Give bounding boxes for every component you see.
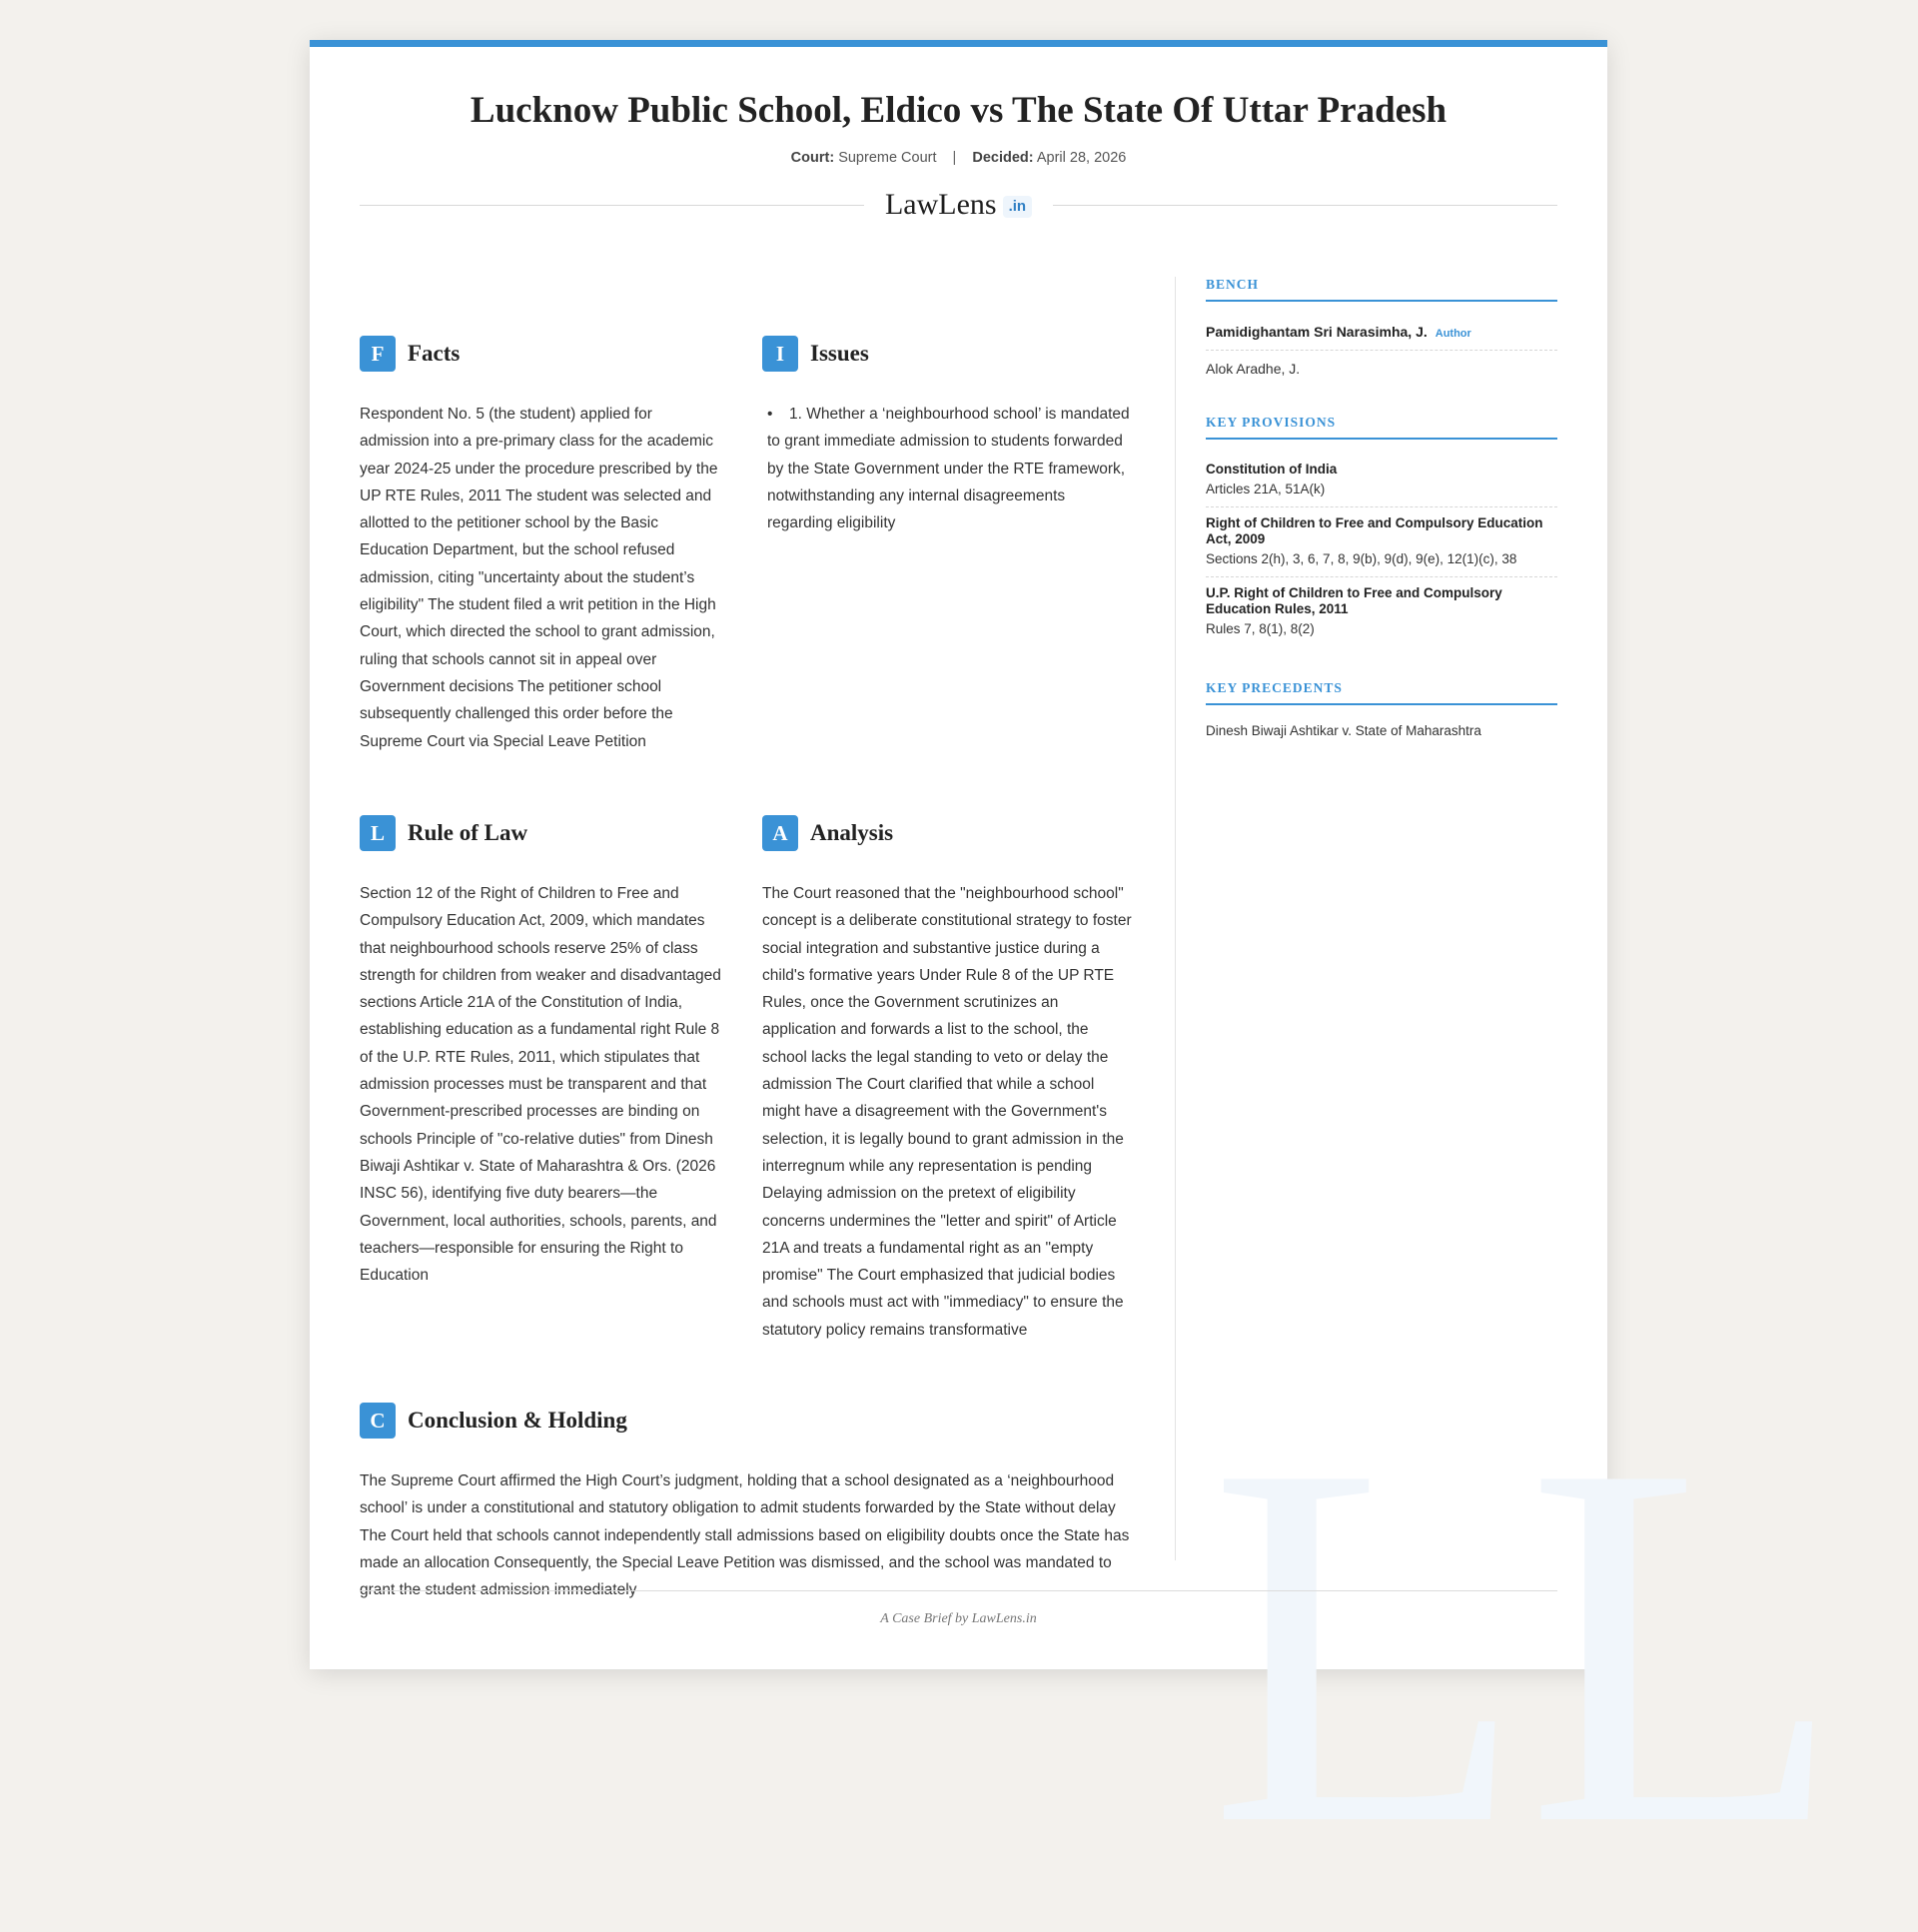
analysis-title: Analysis [810,820,894,845]
court-label: Court: [790,150,835,166]
watermark-logo: LL [1209,1358,1844,1932]
issues-header [762,336,1134,372]
case-brief-page [310,40,1844,1932]
facts-badge: F [360,336,396,372]
conclusion-title: Conclusion & Holding [408,1408,627,1433]
bench-title: BENCH [1206,277,1557,302]
bench-judge [1206,314,1557,351]
decided-label: Decided: [972,150,1034,166]
bench-block [1206,277,1557,387]
conclusion-badge: C [360,1403,396,1439]
rule-header [360,815,724,851]
provision-detail: Rules 7, 8(1), 8(2) [1206,621,1315,636]
analysis-body: The Court reasoned that the "neighbourhood school" concept is a deliberate constitutional strategy to foster social integration and substantive justice during a child's formative years Under Rule 8 of the UP RTE Rules, once the Government scrutinizes an application and forwards a list to the school, the school lacks the legal standing to veto or delay the admission The Court clarified that while a school might have a disagreement with the Government's selection, it is legally bound to grant admission in the interregnum while any representation is pending Delaying admission on the pretext of eligibility concerns undermines the "letter and spirit" of Article 21A and treats a fundamental right as an "empty promise" The Court emphasized that judicial bodies and schools must act with "immediacy" to ensure the statutory policy remains transformative [762,885,1132,1339]
rule-title: Rule of Law [408,820,528,845]
meta-separator: | [952,150,957,166]
facts-section [360,336,724,755]
facts-title: Facts [408,341,461,366]
facts-body: Respondent No. 5 (the student) applied for admission into a pre-primary class for the academic year 2024-25 under the procedure prescribed by the UP RTE Rules, 2011 The student was selected and allotted to the petitioner school by the Basic Education Department, but the school refused admission, citing "uncertainty about the student’s eligibility" The student filed a writ petition in the High Court, which directed the school to grant admission, ruling that schools cannot sit in appeal over Government decisions The petitioner school subsequently challenged this order before the Supreme Court via Special Leave Petition [360,406,718,750]
case-meta [310,150,1607,166]
issues-badge: I [762,336,798,372]
precedents-title: KEY PRECEDENTS [1206,680,1557,705]
issue-item [762,401,1134,536]
provision-item [1206,577,1557,646]
provision-name: Constitution of India [1206,462,1338,477]
judge-name: Alok Aradhe, J. [1206,361,1301,377]
analysis-section [762,815,1134,1344]
author-tag: Author [1435,328,1471,340]
page-footer: A Case Brief by LawLens.in [360,1590,1557,1627]
conclusion-section [360,1403,1144,1603]
brand-logo [360,188,1557,222]
facts-header [360,336,724,372]
rule-section [360,815,724,1289]
provision-detail: Articles 21A, 51A(k) [1206,482,1326,496]
issues-title: Issues [810,341,869,366]
conclusion-body: The Supreme Court affirmed the High Court’s judgment, holding that a school designated as a ‘neighbourhood school’ is under a constitutional and statutory obligation to admit students forwarded by the State without delay The Court held that schools cannot independently stall admissions based on eligibility doubts once the State has made an allocation Consequently, the Special Leave Petition was dismissed, and the school was mandated to grant the student admission immediately [360,1472,1130,1599]
analysis-badge: A [762,815,798,851]
column-divider [1175,277,1176,1560]
sidebar [1206,277,1557,738]
bench-judge [1206,351,1557,387]
brand-tld-badge: .in [1003,196,1033,218]
brand-name: LawLens [884,188,997,221]
issues-body [762,401,1134,536]
issue-text: 1. Whether a ‘neighbourhood school’ is mandated to grant immediate admission to students forwarded by the State Government under the RTE framework, notwithstanding any internal disagreements regarding eligibility [767,406,1130,532]
brand-row [360,188,1557,222]
conclusion-header [360,1403,1144,1439]
decided-value: April 28, 2026 [1036,150,1127,166]
provision-detail: Sections 2(h), 3, 6, 7, 8, 9(b), 9(d), 9(e), 12(1)(c), 38 [1206,551,1517,566]
issues-list [762,401,1134,536]
court-value: Supreme Court [838,150,937,166]
provision-item [1206,507,1557,577]
provision-item [1206,454,1557,507]
case-header [310,47,1607,222]
precedents-block [1206,680,1557,738]
case-title: Lucknow Public School, Eldico vs The State Of Uttar Pradesh [470,90,1447,131]
rule-body: Section 12 of the Right of Children to Free and Compulsory Education Act, 2009, which mandates that neighbourhood schools reserve 25% of class strength for children from weaker and disadvantaged sections Article 21A of the Constitution of India, establishing education as a fundamental right Rule 8 of the U.P. RTE Rules, 2011, which stipulates that admission processes must be transparent and that Government-prescribed processes are binding on schools Principle of "co-relative duties" from Dinesh Biwaji Ashtikar v. State of Maharashtra & Ors. (2026 INSC 56), identifying five duty bearers—the Government, local authorities, schools, parents, and teachers—responsible for ensuring the Right to Education [360,885,721,1285]
precedent-item: Dinesh Biwaji Ashtikar v. State of Maharashtra [1206,723,1481,738]
rule-badge: L [360,815,396,851]
analysis-header [762,815,1134,851]
provision-name: U.P. Right of Children to Free and Compulsory Education Rules, 2011 [1206,585,1502,616]
judge-name: Pamidighantam Sri Narasimha, J. [1206,324,1428,340]
provisions-block [1206,415,1557,646]
provision-name: Right of Children to Free and Compulsory Education Act, 2009 [1206,515,1543,546]
issues-section [762,336,1134,536]
provisions-title: KEY PROVISIONS [1206,415,1557,440]
